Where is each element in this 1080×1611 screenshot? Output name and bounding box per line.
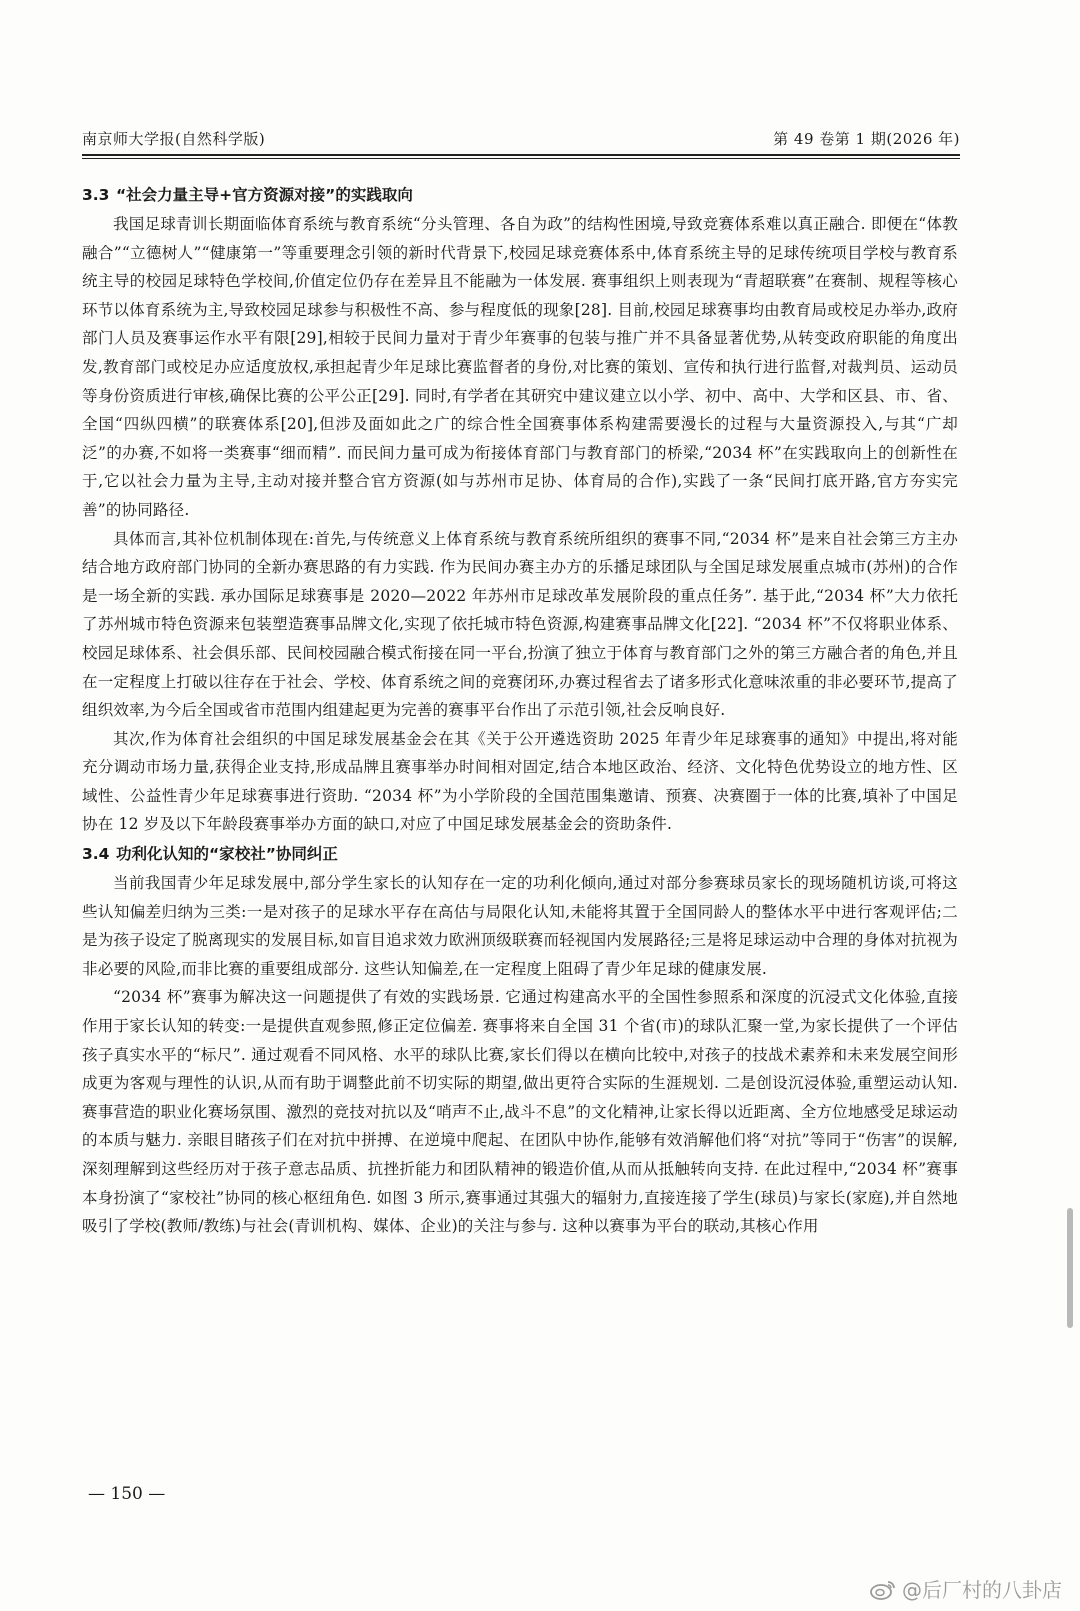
section-number: 3.4 — [82, 845, 110, 864]
header-rule-thick — [82, 154, 960, 156]
header-rule-thin — [82, 158, 960, 159]
scrollbar-thumb[interactable] — [1067, 1208, 1073, 1328]
section-number: 3.3 — [82, 186, 110, 204]
paragraph: 其次,作为体育社会组织的中国足球发展基金会在其《关于公开遴选资助 2025 年青少年足球赛事的通知》中提出,将对能充分调动市场力量,获得企业支持,形成品牌且赛事举办时间相对固定,结合本地区政治、经济、文化特色优势设立的地方性、区域性、公益性青少年足球赛事进行资助. “2034 杯”为小学阶段的全国范围集邀请、预赛、决赛圈于一体的比赛,填补了中国足协在 12 岁及以下年龄段赛事举办方面的缺口,对应了中国足球发展基金会的资助条件. — [82, 729, 958, 834]
section-title: 功利化认知的“家校社”协同纠正 — [116, 845, 338, 864]
section-heading-3-3 — [82, 180, 958, 210]
watermark — [870, 1574, 1062, 1603]
section-heading-3-4 — [82, 839, 958, 869]
paragraph: “2034 杯”赛事为解决这一问题提供了有效的实践场景. 它通过构建高水平的全国性参照系和深度的沉浸式文化体验,直接作用于家长认知的转变:一是提供直观参照,修正定位偏差. 赛事将来自全国 31 个省(市)的球队汇聚一堂,为家长提供了一个评估孩子真实水平的“标尺”. 通过观看不同风格、水平的球队比赛,家长们得以在横向比较中,对孩子的技战术素养和未来发展空间形成更为客观与理性的认识,从而有助于调整此前不切实际的期望,做出更符合实际的生涯规划. 二是创设沉浸体验,重塑运动认知. 赛事营造的职业化赛场氛围、激烈的竞技对抗以及“哨声不止,战斗不息”的文化精神,让家长得以近距离、全方位地感受足球运动的本质与魅力. 亲眼目睹孩子们在对抗中拼搏、在逆境中爬起、在团队中协作,能够有效消解他们将“对抗”等同于“伤害”的误解,深刻理解到这些经历对于孩子意志品质、抗挫折能力和团队精神的锻造价值,从而从抵触转向支持. 在此过程中,“2034 杯”赛事本身扮演了“家校社”协同的核心枢纽角色. 如图 3 所示,赛事通过其强大的辐射力,直接连接了学生(球员)与家长(家庭),并自然地吸引了学校(教师/教练)与社会(青训机构、媒体、企业)的关注与参与. 这种以赛事为平台的联动,其核心作用 — [82, 988, 958, 1236]
journal-name: 南京师大学报(自然科学版) — [82, 130, 266, 148]
section-title: “社会力量主导+官方资源对接”的实践取向 — [116, 186, 413, 204]
paragraph: 当前我国青少年足球发展中,部分学生家长的认知存在一定的功利化倾向,通过对部分参赛球员家长的现场随机访谈,可将这些认知偏差归纳为三类:一是对孩子的足球水平存在高估与局限化认知,未能将其置于全国同龄人的整体水平中进行客观评估;二是为孩子设定了脱离现实的发展目标,如盲目追求效力欧洲顶级联赛而轻视国内发展路径;三是将足球运动中合理的身体对抗视为非必要的风险,而非比赛的重要组成部分. 这些认知偏差,在一定程度上阻碍了青少年足球的健康发展. — [82, 874, 958, 978]
weibo-icon — [870, 1578, 896, 1600]
paragraph: 具体而言,其补位机制体现在:首先,与传统意义上体育系统与教育系统所组织的赛事不同,“2034 杯”是来自社会第三方主办结合地方政府部门协同的全新办赛思路的有力实践. 作为民间办赛主办方的乐播足球团队与全国足球发展重点城市(苏州)的合作是一场全新的实践. 承办国际足球赛事是 2020—2022 年苏州市足球改革发展阶段的重点任务”. 基于此,“2034 杯”大力依托了苏州城市特色资源来包装塑造赛事品牌文化,实现了依托城市特色资源,构建赛事品牌文化[22]. “2034 杯”不仅将职业体系、校园足球体系、社会俱乐部、民间校园融合模式衔接在同一平台,扮演了独立于体育与教育部门之外的第三方融合者的角色,并且在一定程度上打破以往存在于社会、学校、体育系统之间的竞赛闭环,办赛过程省去了诸多形式化意味浓重的非必要环节,提高了组织效率,为今后全国或省市范围内组建起更为完善的赛事平台作出了示范引领,社会反响良好. — [82, 529, 958, 720]
paragraph: 我国足球青训长期面临体育系统与教育系统“分头管理、各自为政”的结构性困境,导致竞赛体系难以真正融合. 即便在“体教融合”“立德树人”“健康第一”等重要理念引领的新时代背景下,校园足球竞赛体系中,体育系统主导的足球传统项目学校与教育系统主导的校园足球特色学校间,价值定位仍存在差异且不能融为一体发展. 赛事组织上则表现为“青超联赛”在赛制、规程等核心环节以体育系统为主,导致校园足球参与积极性不高、参与程度低的现象[28]. 目前,校园足球赛事均由教育局或校足办举办,政府部门人员及赛事运作水平有限[29],相较于民间力量对于青少年赛事的包装与推广并不具备显著优势,从转变政府职能的角度出发,教育部门或校足办应适度放权,承担起青少年足球比赛监督者的身份,对比赛的策划、宣传和执行进行监督,对裁判员、运动员等身份资质进行审核,确保比赛的公平公正[29]. 同时,有学者在其研究中建议建立以小学、初中、高中、大学和区县、市、省、全国“四纵四横”的联赛体系[20],但涉及面如此之广的综合性全国赛事体系构建需要漫长的过程与大量资源投入,与其“广却泛”的办赛,不如将一类赛事“细而精”. 而民间力量可成为衔接体育部门与教育部门的桥梁,“2034 杯”在实践取向上的创新性在于,它以社会力量为主导,主动对接并整合官方资源(如与苏州市足协、体育局的合作),实践了一条“民间打底开路,官方夯实完善”的协同路径. — [82, 215, 958, 519]
running-head — [82, 128, 960, 149]
issue-info: 第 49 卷第 1 期(2026 年) — [773, 130, 960, 148]
watermark-text: @后厂村的八卦店 — [902, 1578, 1062, 1602]
page-number: — 150 — — [88, 1484, 166, 1504]
article-body — [82, 180, 958, 1241]
